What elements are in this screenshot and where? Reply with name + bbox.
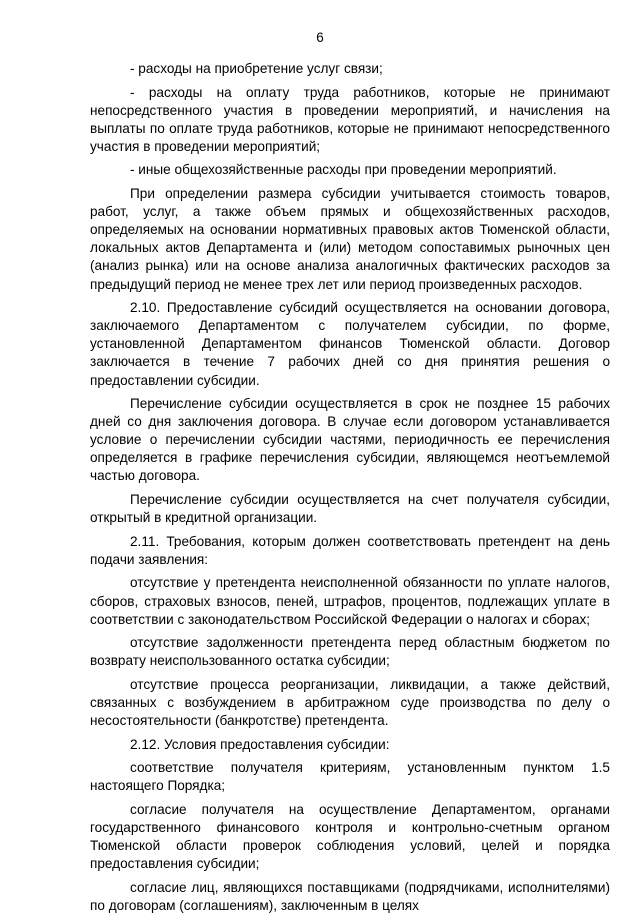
paragraph: При определении размера субсидии учитывается стоимость товаров, работ, услуг, а также объем прямых и общехозяйственных расходов, определяемых на основании нормативных правовых актов Тюменской области, локальных актов Департамента и (или) методом сопоставимых рыночных цен (анализ рынка) или на основе анализа аналогичных фактических расходов за предыдущий период не менее трех лет или период произведенных расходов. xyxy=(90,186,610,292)
paragraph: отсутствие задолженности претендента перед областным бюджетом по возврату неиспользованного остатка субсидии; xyxy=(90,635,610,669)
paragraph: согласие лиц, являющихся поставщиками (подрядчиками, исполнителями) по договорам (соглашениям), заключенным в целях xyxy=(90,879,610,913)
paragraph: 2.12. Условия предоставления субсидии: xyxy=(130,736,390,752)
paragraph: Перечисление субсидии осуществляется на счет получателя субсидии, открытый в кредитной организации. xyxy=(90,492,610,526)
page-number: 6 xyxy=(316,30,324,45)
paragraph: согласие получателя на осуществление Департаментом, органами государственного финансового контроля и контрольно-счетным органом Тюменской области проверок соблюдения условий, целей и порядка предоставления субсидии; xyxy=(90,801,610,872)
paragraph: соответствие получателя критериям, установленным пунктом 1.5 настоящего Порядка; xyxy=(90,760,610,794)
paragraph: - расходы на приобретение услуг связи; xyxy=(130,61,383,76)
paragraph: Перечисление субсидии осуществляется в срок не позднее 15 рабочих дней со дня заключения договора. В случае если договором устанавливается условие о перечислении субсидии частями, периодичность ее перечисления определяется в графике перечисления субсидии, являющемся неотъемлемой частью договора. xyxy=(90,396,610,484)
paragraph: отсутствие у претендента неисполненной обязанности по уплате налогов, сборов, страховых взносов, пеней, штрафов, процентов, подлежащих уплате в соответствии с законодательством Российской Федерации о налогах и сборах; xyxy=(90,575,610,627)
paragraph: отсутствие процесса реорганизации, ликвидации, а также действий, связанных с возбуждением в арбитражном суде производства по делу о несостоятельности (банкротстве) претендента. xyxy=(90,676,610,729)
paragraph: 2.10. Предоставление субсидий осуществляется на основании договора, заключаемого Департаментом с получателем субсидии, по форме, установленной Департаментом финансов Тюменской области. Договор заключается в течение 7 рабочих дней со дня принятия решения о предоставлении субсидии. xyxy=(90,300,610,388)
document-body xyxy=(90,60,610,921)
paragraph: - расходы на оплату труда работников, которые не принимают непосредственного участия в проведении мероприятий, и начисления на выплаты по оплате труда работников, которые не принимают непосредственного участия в проведении мероприятий; xyxy=(90,84,610,154)
paragraph: 2.11. Требования, которым должен соответствовать претендент на день подачи заявления: xyxy=(90,533,610,567)
paragraph: - иные общехозяйственные расходы при проведении мероприятий. xyxy=(130,162,557,178)
